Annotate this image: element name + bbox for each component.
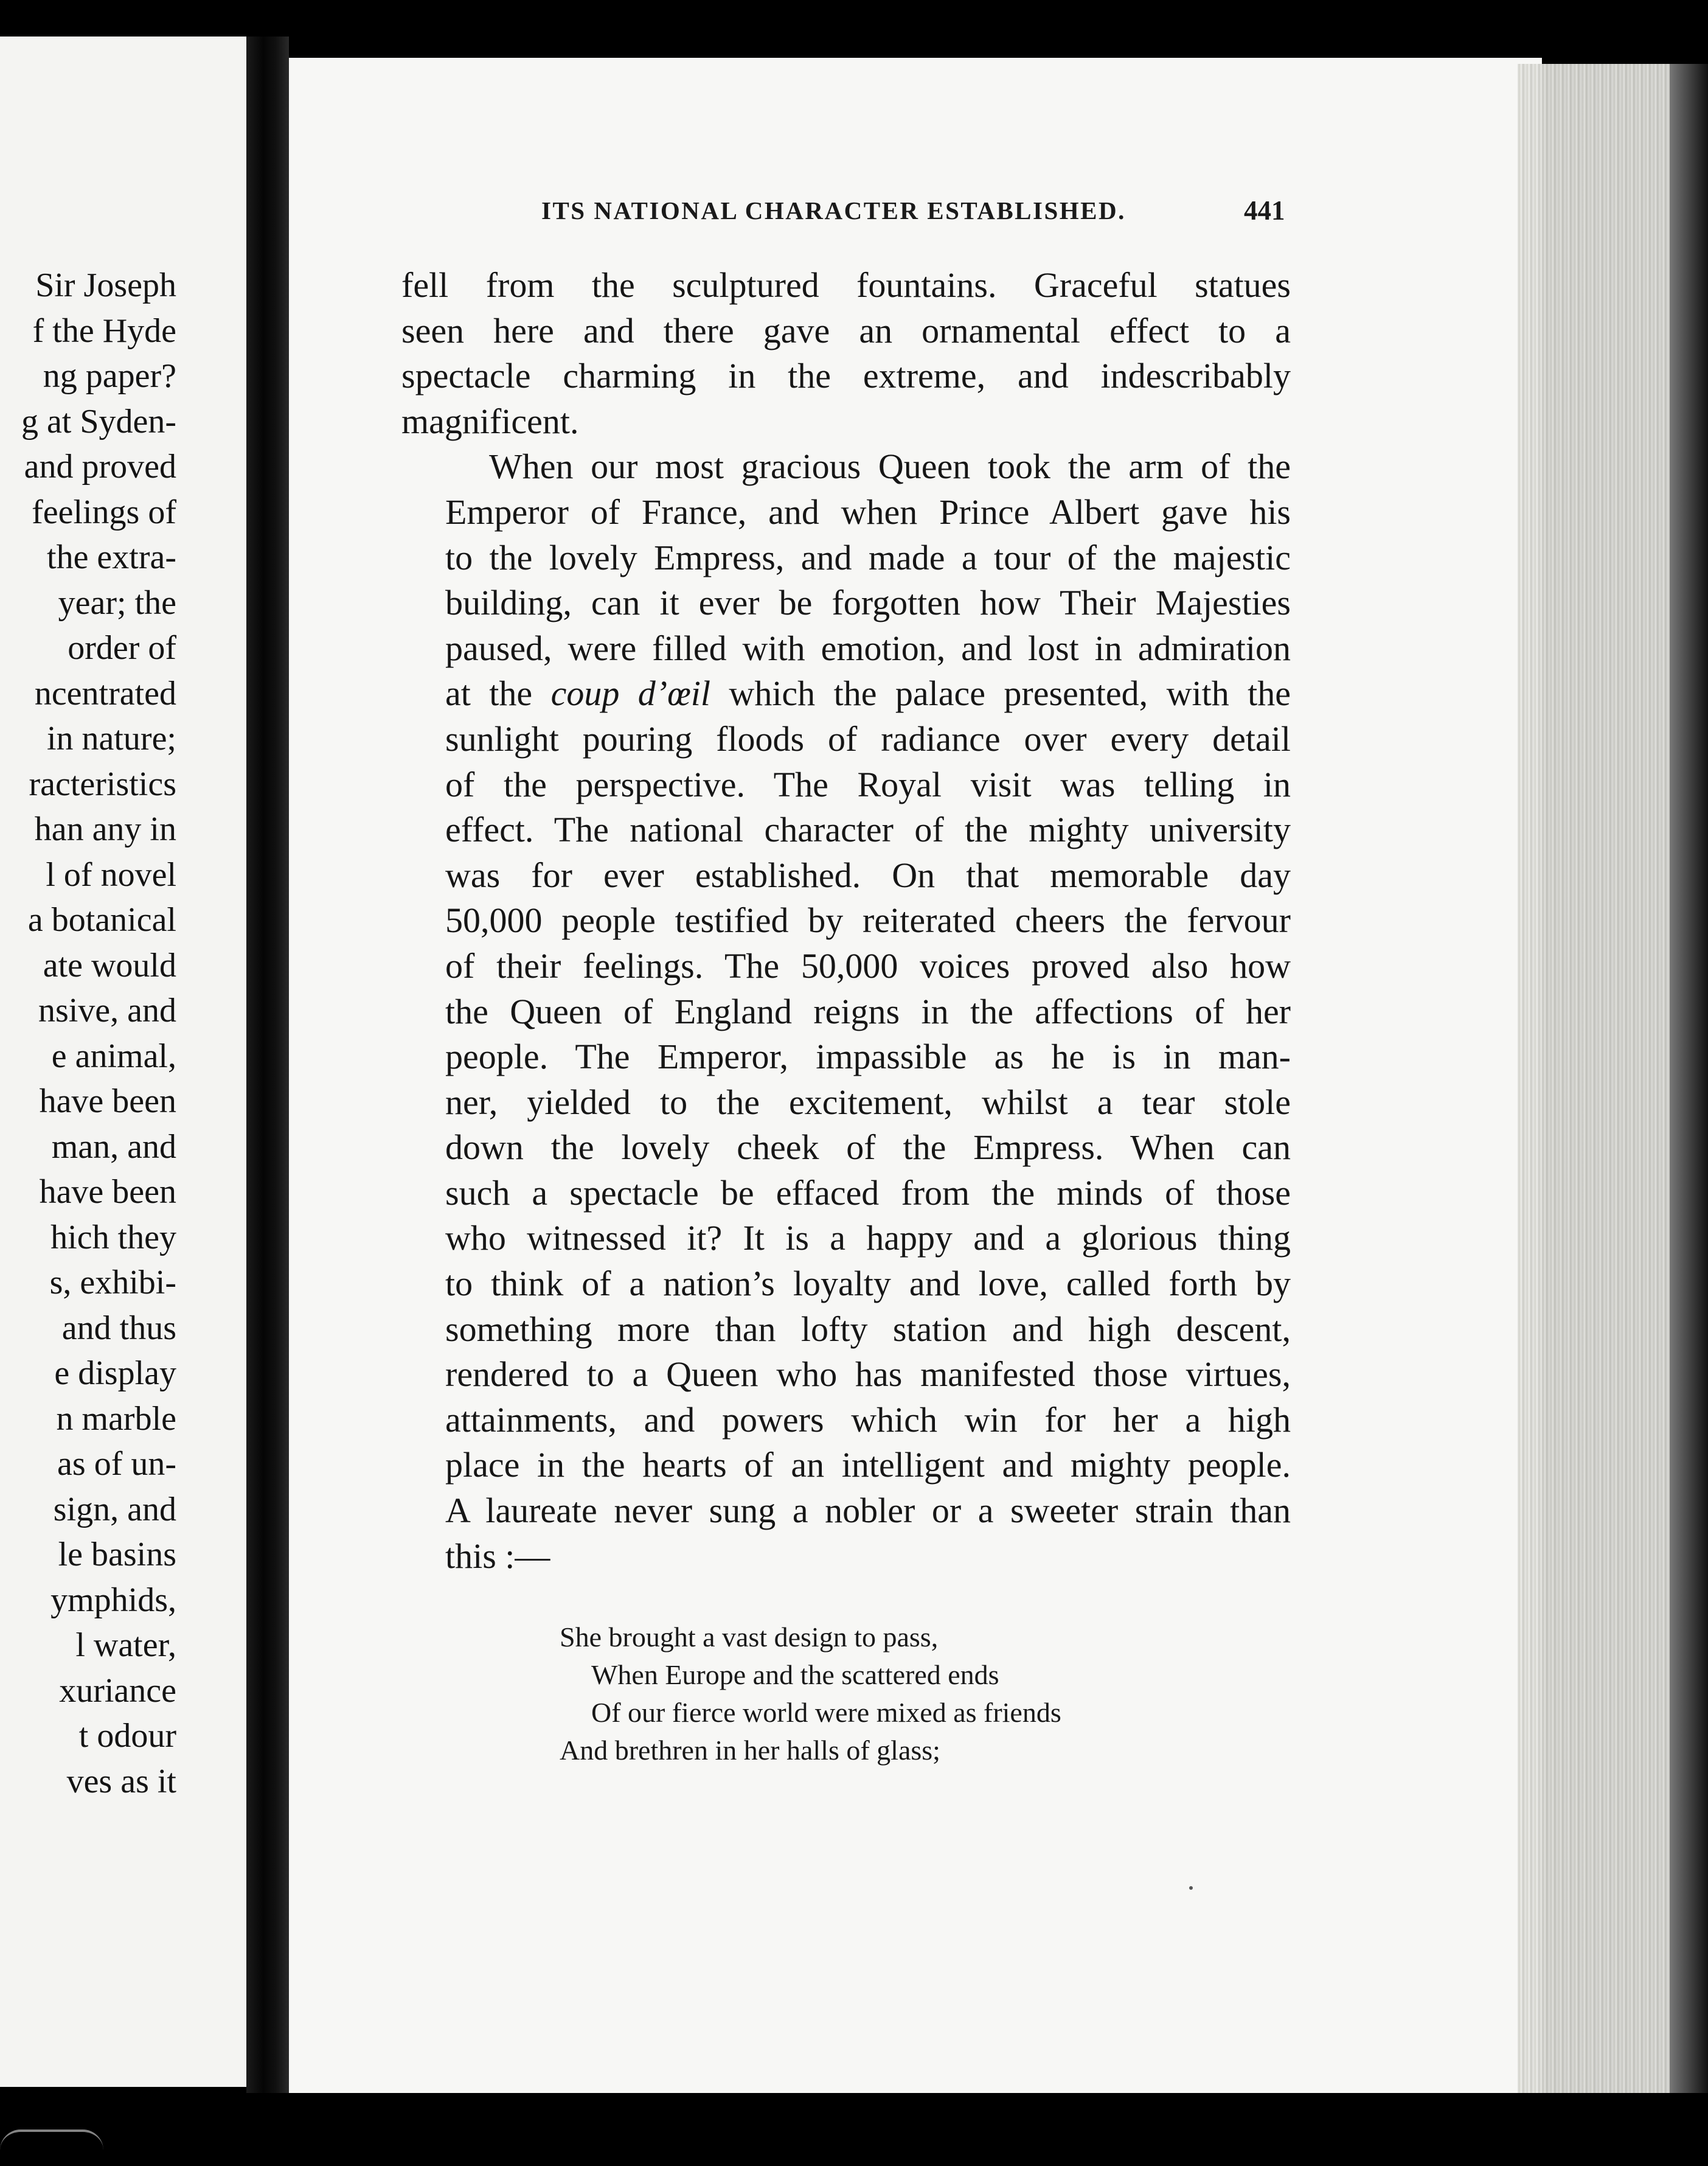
page-number: 441 (1244, 195, 1285, 226)
text-line: of the perspective. The Royal visit was telling in (445, 764, 1291, 804)
text-line: effect. The national character of the mighty university (445, 810, 1291, 850)
text-fragment: at the (445, 674, 551, 714)
left-page-line: nsive, and (38, 992, 176, 1029)
left-page-line: ng paper? (43, 357, 176, 395)
left-page-line: g at Syden- (21, 402, 176, 441)
left-page-line: s, exhibi- (49, 1264, 176, 1301)
corner-mark (0, 2129, 103, 2150)
text-line: paused, were filled with emotion, and lost in admiration (445, 628, 1291, 668)
text-line: to think of a nation’s loyalty and love, called forth by (445, 1264, 1291, 1304)
page-edges (1518, 64, 1670, 2105)
left-page-line: order of (68, 629, 176, 667)
bottom-shadow (0, 2093, 1708, 2166)
left-page-line: have been (39, 1173, 176, 1211)
italic-phrase: coup d’œil (550, 674, 710, 714)
verse-line: Of our fierce world were mixed as friends (591, 1697, 1061, 1728)
left-page-line: ate would (43, 946, 176, 984)
text-line: fell from the sculptured fountains. Graceful statues (401, 265, 1291, 305)
text-line: this :— (445, 1536, 550, 1576)
page-edges-shadow (1670, 64, 1708, 2105)
left-page-line: in nature; (46, 720, 176, 757)
left-page-line: and thus (61, 1309, 176, 1347)
left-page (0, 37, 246, 2087)
text-line: people. The Emperor, impassible as he is in man- (445, 1037, 1291, 1077)
left-page-line: han any in (34, 810, 176, 848)
text-line: Emperor of France, and when Prince Albert gave his (445, 492, 1291, 532)
text-line: seen here and there gave an ornamental effect to a (401, 310, 1291, 350)
text-line: was for ever established. On that memorable day (445, 855, 1291, 895)
text-line: A laureate never sung a nobler or a sweeter strain than (445, 1491, 1291, 1531)
paragraph (401, 444, 1291, 1579)
text-line: magnificent. (401, 401, 579, 441)
text-line: something more than lofty station and high descent, (445, 1309, 1291, 1349)
verse-quotation (560, 1618, 1061, 1769)
left-page-line: as of un- (57, 1445, 176, 1483)
running-head: ITS NATIONAL CHARACTER ESTABLISHED. (541, 197, 1126, 225)
left-page-line: man, and (51, 1127, 176, 1166)
text-line: place in the hearts of an intelligent and mighty people. (445, 1445, 1291, 1485)
text-line: of their feelings. The 50,000 voices proved also how (445, 945, 1291, 986)
text-line: building, can it ever be forgotten how Their Majesties (445, 583, 1291, 623)
verse-line: And brethren in her halls of glass; (560, 1735, 940, 1766)
text-line: spectacle charming in the extreme, and indescribably (401, 356, 1291, 396)
left-page-line: n marble (56, 1399, 176, 1438)
text-line: 50,000 people testified by reiterated cheers the fervour (445, 900, 1291, 941)
left-page-line: e animal, (51, 1037, 176, 1075)
paragraph (401, 263, 1291, 444)
left-page-line: hich they (50, 1218, 176, 1256)
left-page-line: ymphids, (50, 1581, 176, 1619)
left-page-line: racteristics (29, 765, 176, 803)
left-page-line: l water, (75, 1626, 176, 1664)
left-page-line: e display (54, 1354, 176, 1392)
left-page-line: le basins (58, 1536, 176, 1573)
text-line: rendered to a Queen who has manifested those virtues, (445, 1354, 1291, 1395)
left-page-line: and proved (24, 448, 176, 486)
text-line: to the lovely Empress, and made a tour of the majestic (445, 537, 1291, 577)
left-page-line: ncentrated (34, 674, 176, 712)
ink-speck (1189, 1886, 1193, 1890)
left-page-line: t odour (78, 1717, 176, 1755)
left-page-line: l of novel (46, 855, 176, 894)
left-page-line: xuriance (59, 1671, 176, 1710)
text-line: the Queen of England reigns in the affections of her (445, 991, 1291, 1031)
text-line: who witnessed it? It is a happy and a glorious thing (445, 1218, 1291, 1258)
left-page-line: Sir Joseph (35, 266, 176, 304)
text-line: such a spectacle be effaced from the minds of those (445, 1172, 1291, 1213)
left-page-line: a botanical (27, 901, 176, 939)
text-line: attainments, and powers which win for her a high (445, 1399, 1291, 1440)
body-text (401, 263, 1291, 1579)
left-page-line: ves as it (66, 1762, 176, 1800)
left-page-text (21, 263, 176, 1804)
text-fragment: which the palace presented, with the (710, 674, 1291, 714)
book-gutter (246, 37, 289, 2093)
text-line: down the lovely cheek of the Empress. When can (445, 1127, 1291, 1168)
left-page-line: f the Hyde (32, 312, 176, 350)
left-page-line: sign, and (53, 1490, 176, 1528)
text-line: ner, yielded to the excitement, whilst a tear stole (445, 1082, 1291, 1122)
text-line-with-italic (401, 671, 1291, 717)
text-line: sunlight pouring floods of radiance over every detail (445, 719, 1291, 759)
verse-line: When Europe and the scattered ends (591, 1659, 999, 1690)
left-page-line: have been (39, 1082, 176, 1120)
left-page-line: the extra- (47, 538, 176, 576)
text-line: When our most gracious Queen took the arm of the (489, 447, 1291, 487)
left-page-line: year; the (58, 583, 176, 622)
left-page-line: feelings of (32, 493, 176, 531)
verse-line: She brought a vast design to pass, (560, 1621, 939, 1652)
